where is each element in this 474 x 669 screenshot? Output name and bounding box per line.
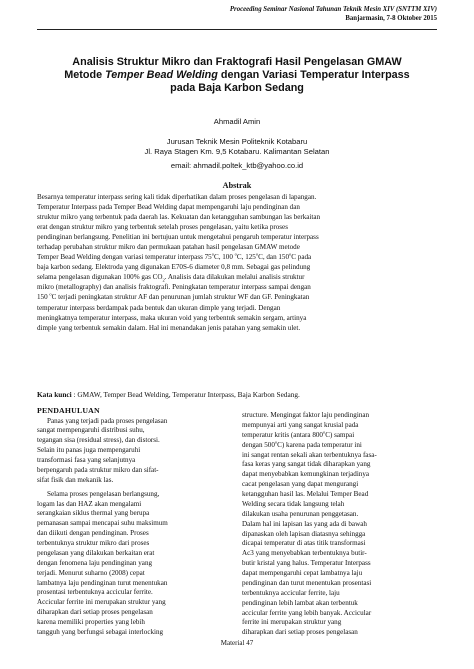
proceeding-header bbox=[230, 6, 437, 23]
abstract-line: dimple yang terbentuk semakin dalam. Hal ini menandakan jenis patahan yang semakin ulet. bbox=[37, 323, 301, 332]
body-line: ini sangat rentan sekali akan terbentuknya fasa- bbox=[242, 450, 377, 459]
body-line: tangguh yang berfungsi sebagai interlocking bbox=[37, 627, 164, 636]
title-line-1: Analisis Struktur Mikro dan Fraktografi Hasil Pengelasan GMAW bbox=[72, 56, 402, 68]
abstract-line: meningkatnya temperatur interpass, maka ukuran void yang terbentuk semakin sergam, artinya bbox=[37, 313, 307, 322]
author-email: email: ahmadil.poltek_ktb@yahoo.co.id bbox=[170, 161, 304, 171]
body-line: pengelasan yang dilakukan berkaitan erat bbox=[37, 548, 155, 557]
body-line: dengan fenomena laju pendinginan yang bbox=[37, 558, 153, 567]
body-line: temperatur kritis (antara 800$^o$C) sampai bbox=[242, 429, 355, 439]
abstract-line: temperatur interpass berdampak pada bentuk dan ukuran dimple yang terjadi. Dengan bbox=[37, 303, 281, 312]
body-line: sangat mempengaruhi distribusi suhu, bbox=[37, 426, 145, 435]
abstract-body bbox=[37, 192, 437, 333]
keywords-label: Kata kunci bbox=[37, 390, 72, 399]
page-footer: Material 47 bbox=[220, 639, 254, 647]
body-line: logam las dan HAZ akan mengalami bbox=[37, 499, 142, 508]
body-line: ketangguhan hasil las. Melalui Temper Bead bbox=[242, 490, 369, 498]
abstract-line: erat dengan struktur mikro yang terbentuk setelah proses pengelasan, yaitu ketika proses bbox=[37, 223, 288, 232]
right-column bbox=[242, 411, 437, 638]
abstract-line: pendinginan berlangsung. Penelitian ini bertujuan untuk mengetahui pengaruh temperatur interpass bbox=[37, 233, 319, 242]
body-line: dicapai temperatur di atas titik transformasi bbox=[242, 539, 366, 548]
title-line-2-em: Temper Bead Welding bbox=[105, 69, 218, 82]
body-line: ferrite ini merupakan struktur yang bbox=[242, 618, 342, 627]
body-line: cacat pengelasan yang dapat mengurangi bbox=[242, 480, 359, 489]
body-line: pendinginan lebih lambat akan terbentuk bbox=[242, 598, 358, 607]
body-line: Welding secara tidak langsung telah bbox=[242, 499, 345, 508]
body-line: Accicular ferrite ini merupakan struktur yang bbox=[37, 598, 166, 607]
body-line: terjadi. Menurut suharno (2008) cepat bbox=[37, 568, 145, 577]
body-line: dengan 500$^o$C) karena pada temperatur ini bbox=[242, 439, 362, 449]
body-line: mempunyai arti yang sangat krusial pada bbox=[242, 420, 359, 429]
section-heading: PENDAHULUAN bbox=[37, 406, 100, 415]
body-line: Dalam hal ini lapisan las yang ada di bawah bbox=[242, 519, 367, 528]
abstract-line: Temperatur Interpass pada Temper Bead Welding dapat mempengaruhi laju pendinginan dan bbox=[37, 203, 300, 212]
body-line: tegangan sisa (residual stress), dan distorsi. bbox=[37, 436, 160, 445]
body-line: diharapkan dari setiap proses pengelasan bbox=[242, 628, 358, 637]
body-line: Selain itu panas juga mempengaruhi bbox=[37, 446, 141, 455]
title-line-2-pre: Metode bbox=[64, 69, 106, 82]
body-line: Panas yang terjadi pada proses pengelasan bbox=[47, 416, 168, 425]
body-line: terbentuknya accicular ferrite, laju bbox=[242, 588, 340, 597]
left-column bbox=[37, 406, 232, 638]
body-line: diharapkan dari setiap proses pengelasan bbox=[37, 608, 153, 617]
abstract-line: 150 $^o$C terjadi peningkatan struktur AF dan penurunan jumlah struktur WF dan GF. Peningkatan bbox=[37, 292, 310, 302]
body-line: dipanaskan oleh lapisan diatasnya sehingga bbox=[242, 529, 366, 538]
body-line: dapat menyebabkan kemungkinan terjadinya bbox=[242, 470, 370, 479]
affiliation bbox=[40, 137, 434, 171]
header-location-date: Banjarmasin, 7-8 Oktober 2015 bbox=[345, 14, 437, 22]
abstract-line: mikro (metallography) dan analisis fraktografi. Peningkatan temperatur interpass sampai dengan bbox=[37, 283, 311, 292]
body-line: terbentuknya struktur mikro dari proses bbox=[37, 539, 150, 547]
abstract-line: terhadap perubahan struktur mikro dan permukaan patahan hasil pengelasan GMAW metode bbox=[37, 243, 300, 252]
abstract-line: baja karbon sedang. Elektroda yang digunakan E70S-6 diameter 0,8 mm. Sebagai gas pelindung bbox=[37, 263, 311, 272]
affiliation-line-2: Jl. Raya Stagen Km. 9,5 Kotabaru. Kalimantan Selatan bbox=[144, 146, 330, 156]
abstract-line: Besarnya temperatur interpass sering kali tidak diperhatikan dalam proses pengelasan di lapangan. bbox=[37, 193, 317, 201]
paper-title bbox=[40, 56, 434, 96]
abstract-line: struktur mikro yang terbentuk pada daerah las. Kekuatan dan ketangguhan sambungan las berkaitan bbox=[37, 213, 321, 222]
abstract-heading: Abstrak bbox=[222, 181, 252, 190]
header-proceeding-title: Proceeding Seminar Nasional Tahunan Teknik Mesin XIV (SNTTM XIV) bbox=[229, 6, 437, 13]
body-line: dilakukan usaha penurunan penggetasan. bbox=[242, 509, 359, 518]
body-line: dan diikuti dengan pendinginan. Proses bbox=[37, 529, 149, 538]
body-line: Selama proses pengelasan berlangsung, bbox=[47, 489, 160, 498]
abstract-line: Temper Bead Welding dengan variasi temperatur interpass 75$^o$C, 100 $^o$C, 125$^o$C, dan 150$^o$C pada bbox=[37, 251, 312, 262]
body-line: karena memiliki properties yang lebih bbox=[37, 618, 145, 626]
body-line: Ac3 yang menyebabkan terbentuknya butir- bbox=[242, 549, 367, 558]
body-line: pemanasan sampai mencapai suhu maksimum bbox=[37, 519, 168, 528]
affiliation-line-1: Jurusan Teknik Mesin Politeknik Kotabaru bbox=[166, 137, 308, 146]
title-line-2 bbox=[40, 69, 434, 82]
abstract-line: selama pengelasan digunakan 100% gas $CO_2$. Analisis data dilakukan melalui analisis struktur bbox=[37, 273, 305, 283]
body-line: structure. Mengingat faktor laju pendinginan bbox=[242, 411, 370, 419]
body-line: dapat mempengaruhi cepat lambatnya laju bbox=[242, 569, 363, 577]
body-line: serangkaian siklus thermal yang berupa bbox=[37, 509, 150, 518]
body-line: prosentasi terbentuknya accicular ferrite. bbox=[37, 588, 153, 597]
body-line: transformasi fasa yang selanjutnya bbox=[37, 456, 136, 464]
keywords bbox=[37, 390, 437, 400]
author-name: Ahmadil Amin bbox=[213, 117, 261, 126]
body-line: sifat fisik dan mekanik las. bbox=[37, 475, 114, 484]
body-line: fasa keras yang sangat tidak diharapkan yang bbox=[242, 460, 371, 469]
body-line: accicular ferrite yang lebih banyak. Accicular bbox=[242, 608, 372, 617]
body-line: berpengaruh pada struktur mikro dan sifat- bbox=[37, 465, 159, 474]
title-line-3: pada Baja Karbon Sedang bbox=[170, 82, 304, 95]
body-line: butir kristal yang halus. Temperatur Interpass bbox=[242, 559, 371, 568]
title-line-2-post: dengan Variasi Temperatur Interpass bbox=[217, 69, 410, 82]
body-line: lambatnya laju pendinginan turut menentukan bbox=[37, 578, 168, 587]
header-rule bbox=[37, 29, 437, 30]
body-line: pendinginan dan turut menentukan prosentasi bbox=[242, 578, 372, 587]
keywords-text: : GMAW, Temper Bead Welding, Temperatur Interpass, Baja Karbon Sedang. bbox=[71, 390, 300, 399]
